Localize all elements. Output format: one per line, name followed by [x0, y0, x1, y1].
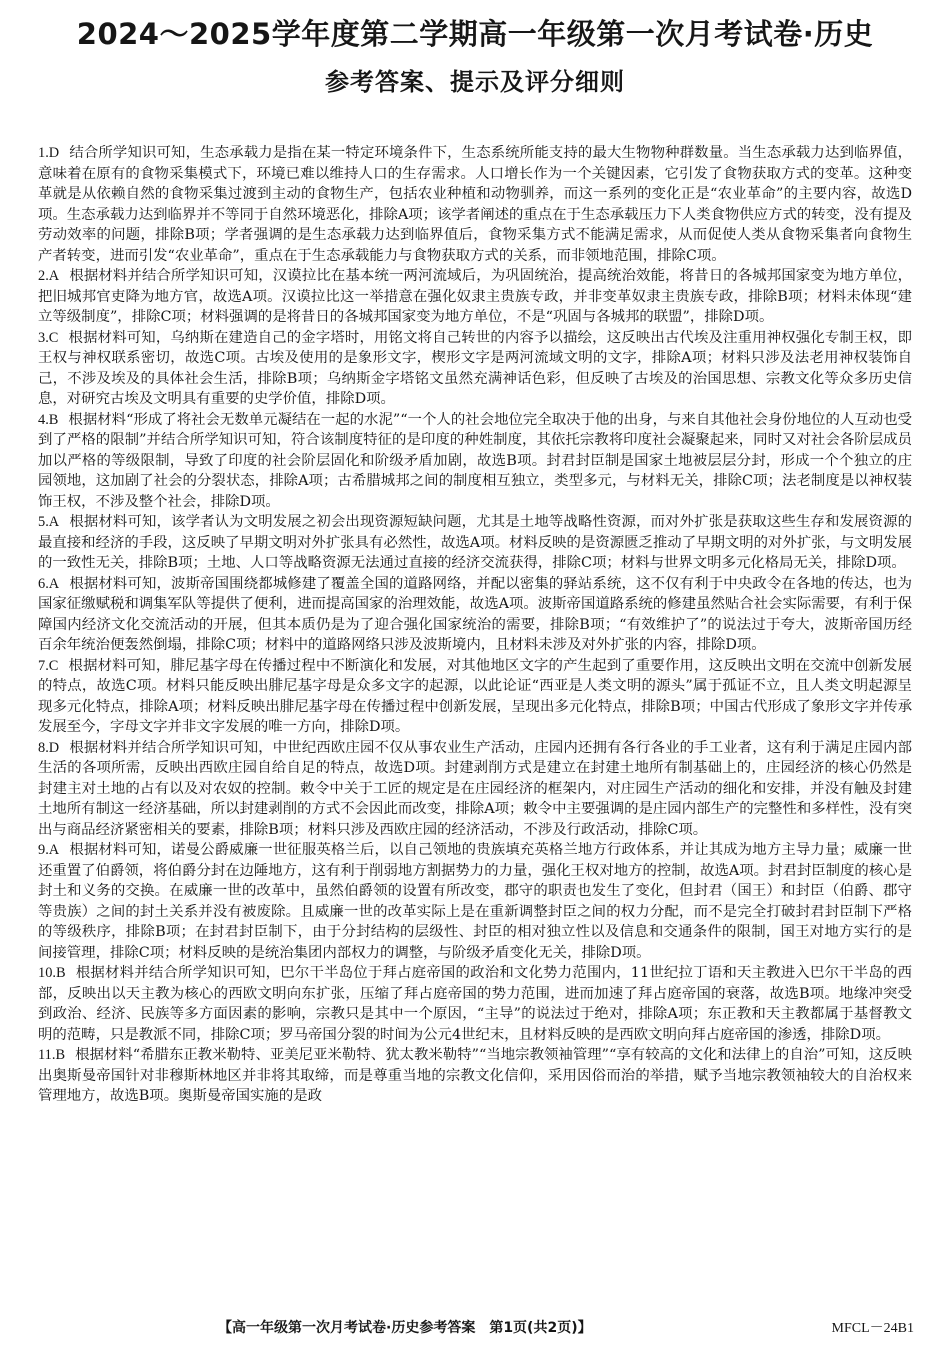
question-number: 1. — [38, 145, 49, 161]
answer-list — [38, 143, 912, 1107]
explanation-text: 根据材料“希腊东正教米勒特、亚美尼亚米勒特、犹太教米勒特”“当地宗教领袖管理”“享有较高的文化和法律上的自治”可知，这反映出奥斯曼帝国针对非穆斯林地区并非将其取缔，而是尊重当地的宗教文化信仰，采用因俗而治的举措，赋予当地宗教领袖较大的自治权来管理地方，故选B项。奥斯曼帝国实施的是政 — [38, 1047, 912, 1104]
explanation-text: 根据材料可知，该学者认为文明发展之初会出现资源短缺问题，尤其是土地等战略性资源，而对外扩张是获取这些生存和发展资源的最直接和经济的手段，这反映了早期文明对外扩张具有必然性，故选A项。材料反映的是资源匮乏推动了早期文明的对外扩张，与文明发展的一致性无关，排除B项；土地、人口等战略资源无法通过直接的经济交流获得，排除C项；材料与世界文明多元化格局无关，排除D项。 — [38, 514, 912, 571]
answer-choice: A — [48, 842, 60, 858]
explanation-text: 根据材料可知，腓尼基字母在传播过程中不断演化和发展，对其他地区文字的产生起到了重要作用，这反映出文明在交流中创新发展的特点，故选C项。材料只能反映出腓尼基字母是众多文字的起源，以此论证“西亚是人类文明的源头”属于孤证不立，且人类文明起源呈现多元化特点，排除A项；材料反映出腓尼基字母在传播过程中创新发展，呈现出多元化特点，排除B项；中国古代形成了象形文字并传承发展至今，字母文字并非文字发展的唯一方向，排除D项。 — [38, 657, 912, 735]
answer-choice: B — [48, 411, 59, 428]
question-number: 7. — [38, 657, 49, 674]
page-footer — [0, 1317, 950, 1339]
question-number: 6. — [38, 575, 49, 592]
explanation-text: 根据材料并结合所学知识可知，中世纪西欧庄园不仅从事农业生产活动，庄园内还拥有各行各业的手工业者，这有利于满足庄园内部生活的各项所需，反映出西欧庄园自给自足的特点，故选D项。封建剥削方式是建立在封建土地所有制基础上的，庄园经济的核心仍然是封建主对土地的占有以及对农奴的控制。敕令中关于工匠的规定是在庄园经济的框架内，对庄园生产活动的细化和安排，并没有触及封建土地所有制这一经济基础，所以封建剥削的方式不会因此而改变，排除A项；敕令中主要强调的是庄园内部生产的完整性和多样性，没有突出与商品经济紧密相关的要素，排除B项；材料只涉及西欧庄园的经济活动，不涉及行政活动，排除C项。 — [38, 739, 912, 838]
answer-choice: D — [48, 145, 60, 161]
answer-item — [38, 410, 912, 513]
answer-choice: D — [48, 739, 60, 756]
question-number: 10. — [38, 965, 56, 981]
answer-choice: C — [48, 329, 59, 346]
explanation-text: 根据材料可知，波斯帝国围绕都城修建了覆盖全国的道路网络，并配以密集的驿站系统，这不仅有利于中央政令在各地的传达，也为国家征缴赋税和调集军队等提供了便利，进而提高国家的治理效能，故选A项。波斯帝国道路系统的修建虽然贴合社会实际需要，有利于保障国内经济文化交流活动的开展，但其本质仍是为了迎合强化国家统治的需要，排除B项；“有效维护了”的说法过于夸大，波斯帝国历经百余年统治便轰然倒塌，排除C项；材料中的道路网络只涉及波斯境内，且材料未涉及对外扩张的内容，排除D项。 — [38, 575, 912, 653]
page-subtitle: 参考答案、提示及评分细则 — [325, 68, 625, 96]
explanation-text: 根据材料“形成了将社会无数单元凝结在一起的水泥”“一个人的社会地位完全取决于他的出身，与来自其他社会身份地位的人互动也受到了严格的限制”并结合所学知识可知，符合该制度特征的是印度的种姓制度，其依托宗教将印度社会凝聚起来，同时又对社会各阶层成员加以严格的等级限制，导致了印度的社会阶层固化和阶级矛盾加剧，故选B项。封君封臣制是国家土地被层层分封，形成一个个独立的庄园领地，这加剧了社会的分裂状态，排除A项；古希腊城邦之间的制度相互独立，类型多元，与材料无关，排除C项；法老制度是以神权装饰王权，不涉及整个社会，排除D项。 — [38, 411, 912, 510]
question-number: 2. — [38, 268, 49, 284]
answer-choice: C — [48, 657, 59, 674]
explanation-text: 根据材料可知，诺曼公爵威廉一世征服英格兰后，以自己领地的贵族填充英格兰地方行政体系，并让其成为地方主导力量；威廉一世还重置了伯爵领，将伯爵分封在边陲地方，这有利于削弱地方割据势力的力量，强化王权对地方的控制，故选A项。封君封臣制度的核心是封土和义务的交换。在威廉一世的改革中，虽然伯爵领的设置有所改变，郡守的职责也发生了变化，但封君（国王）和封臣（伯爵、郡守等贵族）之间的封土关系并没有被废除。且威廉一世的改革实际上是在重新调整封臣之间的权力分配，而不是完全打破封君封臣制下严格的等级秩序，排除B项；在封君封臣制下，由于分封结构的层级性、封臣的相对独立性以及信息和交通条件的限制，国王对地方实行的是间接管理，排除C项；材料反映的是统治集团内部权力的调整，与阶级矛盾变化无关，排除D项。 — [38, 842, 912, 961]
explanation-text: 结合所学知识可知，生态承载力是指在某一特定环境条件下，生态系统所能支持的最大生物物种群数量。当生态承载力达到临界值，意味着在原有的食物采集模式下，环境已难以维持人口的生存需求。人口增长作为一个关键因素，它引发了食物获取方式的变革。这种变革就是从依赖自然的食物采集过渡到主动的食物生产，包括农业种植和动物驯养，而这一系列的变化正是“农业革命”的主要内容，故选D项。生态承载力达到临界并不等同于自然环境恶化，排除A项；该学者阐述的重点在于生态承载压力下人类食物供应方式的转变，没有提及劳动效率的问题，排除B项；学者强调的是生态承载力达到临界值后，食物采集方式不能满足需求，从而促使人类从食物采集者向食物生产者转变，进而引发“农业革命”，重点在于生态承载能力与食物获取方式的关系，而非领地范围，排除C项。 — [38, 145, 912, 264]
answer-item — [38, 738, 912, 841]
question-number: 9. — [38, 842, 49, 858]
page-title: 2024～2025学年度第二学期高一年级第一次月考试卷·历史 — [76, 17, 874, 51]
answer-item — [38, 328, 912, 410]
answer-choice: B — [55, 1047, 66, 1063]
answer-item — [38, 840, 912, 963]
answer-choice: A — [48, 268, 60, 284]
question-number: 8. — [38, 739, 49, 756]
answer-item — [38, 143, 912, 266]
answer-item — [38, 266, 912, 328]
question-number: 4. — [38, 411, 49, 428]
footer-code: MFCL－24B1 — [831, 1321, 914, 1336]
explanation-text: 根据材料可知，乌纳斯在建造自己的金字塔时，用铭文将自己转世的内容予以描绘，这反映出古代埃及注重用神权强化专制王权，即王权与神权联系密切，故选C项。古埃及使用的是象形文字，楔形文字是两河流域文明的文字，排除A项；材料只涉及法老用神权装饰自己，不涉及埃及的具体社会生活，排除B项；乌纳斯金字塔铭文虽然充满神话色彩，但反映了古埃及的治国思想、宗教文化等众多历史信息，对研究古埃及文明具有重要的史学价值，排除D项。 — [38, 329, 912, 407]
answer-item — [38, 656, 912, 738]
question-number: 11. — [38, 1047, 56, 1063]
footer-page-info: 【高一年级第一次月考试卷·历史参考答案 第1页(共2页)】 — [218, 1320, 592, 1336]
answer-item — [38, 963, 912, 1045]
question-number: 5. — [38, 514, 49, 530]
explanation-text: 根据材料并结合所学知识可知，汉谟拉比在基本统一两河流域后，为巩固统治，提高统治效能，将昔日的各城邦国家变为地方单位，把旧城邦官吏降为地方官，故选A项。汉谟拉比这一举措意在强化奴隶主贵族专政，并非变革奴隶主贵族专政，排除B项；材料未体现“建立等级制度”，排除C项；材料强调的是将昔日的各城邦国家变为地方单位，不是“巩固与各城邦的联盟”，排除D项。 — [38, 268, 912, 325]
question-number: 3. — [38, 329, 49, 346]
answer-item — [38, 574, 912, 656]
answer-item — [38, 512, 912, 574]
answer-choice: A — [48, 514, 60, 530]
answer-item — [38, 1045, 912, 1107]
explanation-text: 根据材料并结合所学知识可知，巴尔干半岛位于拜占庭帝国的政治和文化势力范围内，11世纪拉丁语和天主教进入巴尔干半岛的西部，反映出以天主教为核心的西欧文明向东扩张，压缩了拜占庭帝国的势力范围，进而加速了拜占庭帝国的衰落，故选B项。地缘冲突受到政治、经济、民族等多方面因素的影响，宗教只是其中一个原因，“主导”的说法过于绝对，排除A项；东正教和天主教都属于基督教文明的范畴，只是教派不同，排除C项；罗马帝国分裂的时间为公元4世纪末，且材料反映的是西欧文明向拜占庭帝国的渗透，排除D项。 — [38, 965, 912, 1043]
answer-choice: A — [48, 575, 60, 592]
answer-choice: B — [56, 965, 66, 981]
